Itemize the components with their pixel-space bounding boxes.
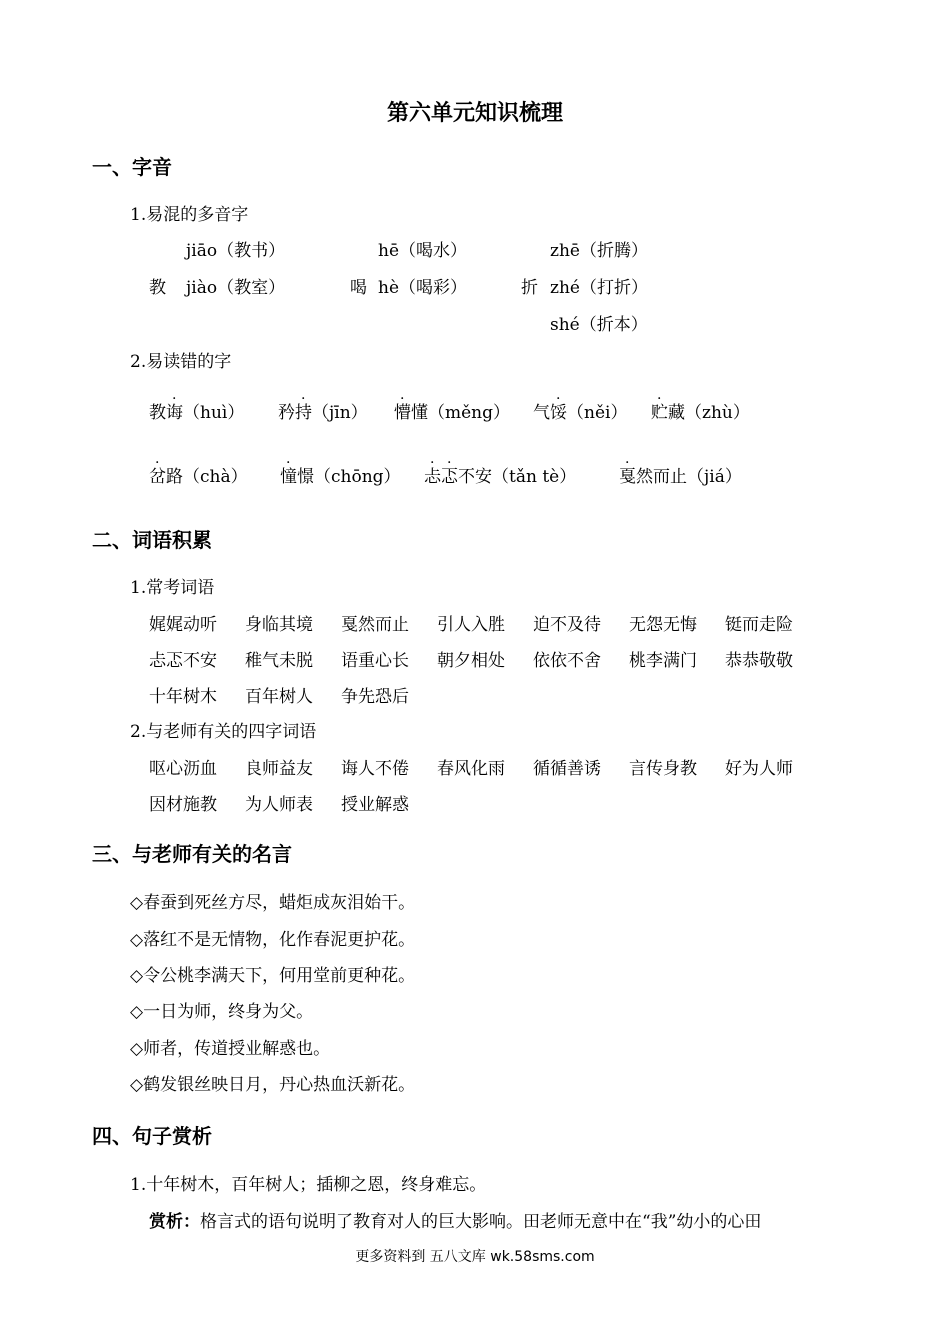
he-char: 喝 <box>350 278 367 298</box>
word-char: 懂 <box>411 403 428 423</box>
section-heading-sentence-analysis: 四、句子赏析 <box>92 1124 212 1148</box>
dotted-char: . 贮 <box>651 387 668 423</box>
word: 稚气未脱 <box>245 651 313 671</box>
word: 百年树人 <box>245 687 313 707</box>
dotted-char: . 忑 <box>441 451 458 487</box>
jiao-reading-2: jiào（教室） <box>186 278 286 298</box>
subheading-polyphonic: 1.易混的多音字 <box>130 205 249 225</box>
zhe-reading-1: zhē（折腾） <box>550 241 648 261</box>
misread-word-5 <box>651 387 750 423</box>
word-char: 路 <box>166 467 183 487</box>
word-row-1 <box>149 610 821 635</box>
misread-word-7 <box>280 451 401 487</box>
word: 戛然而止 <box>341 615 409 635</box>
pinyin: （něi） <box>567 403 628 423</box>
word: 为人师表 <box>245 795 313 815</box>
subheading-teacher-words: 2.与老师有关的四字词语 <box>130 722 317 742</box>
word: 恭恭敬敬 <box>725 651 793 671</box>
quote: ◇鹤发银丝映日月，丹心热血沃新花。 <box>130 1075 416 1095</box>
word-row-4 <box>149 754 821 779</box>
word-char: 矜 <box>278 403 295 423</box>
word-row-3 <box>149 682 437 707</box>
quote: ◇一日为师，终身为父。 <box>130 1002 314 1022</box>
word-char: 憬 <box>297 467 314 487</box>
word: 争先恐后 <box>341 687 409 707</box>
word-char: 藏 <box>668 403 685 423</box>
analysis-paragraph <box>149 1207 761 1232</box>
word: 春风化雨 <box>437 759 505 779</box>
word-row-5 <box>149 790 437 815</box>
quote: ◇落红不是无情物，化作春泥更护花。 <box>130 930 416 950</box>
pinyin: （chà） <box>183 467 248 487</box>
quote: ◇令公桃李满天下，何用堂前更种花。 <box>130 966 416 986</box>
word: 循循善诱 <box>533 759 601 779</box>
section-heading-vocabulary: 二、词语积累 <box>92 528 212 552</box>
misread-word-9 <box>619 451 742 487</box>
word-char: 教 <box>149 403 166 423</box>
word: 语重心长 <box>341 651 409 671</box>
word: 因材施教 <box>149 795 217 815</box>
misread-word-6 <box>149 451 248 487</box>
sentence-item-1: 1.十年树木，百年树人；插柳之恩，终身难忘。 <box>130 1175 487 1195</box>
word: 授业解惑 <box>341 795 409 815</box>
pinyin: （huì） <box>183 403 245 423</box>
misread-word-8 <box>424 451 577 487</box>
word: 桃李满门 <box>629 651 697 671</box>
dotted-char: . 持 <box>295 387 312 423</box>
he-reading-2: hè（喝彩） <box>378 278 468 298</box>
page-title: 第六单元知识梳理 <box>386 101 563 126</box>
dotted-char: . 馁 <box>550 387 567 423</box>
jiao-reading-1: jiāo（教书） <box>186 241 286 261</box>
section-heading-pronunciation: 一、字音 <box>92 155 172 179</box>
word: 朝夕相处 <box>437 651 505 671</box>
subheading-misread: 2.易读错的字 <box>130 352 232 372</box>
dotted-char: . 诲 <box>166 387 183 423</box>
he-reading-1: hē（喝水） <box>378 241 468 261</box>
word: 无怨无悔 <box>629 615 697 635</box>
word-char: 然而止 <box>636 467 687 487</box>
zhe-reading-3: shé（折本） <box>550 315 648 335</box>
dotted-char: . 忐 <box>424 451 441 487</box>
misread-word-1 <box>149 387 245 423</box>
pinyin: （měng） <box>428 403 511 423</box>
word: 呕心沥血 <box>149 759 217 779</box>
word-char: 不安 <box>458 467 492 487</box>
word: 娓娓动听 <box>149 615 217 635</box>
word: 依依不舍 <box>533 651 601 671</box>
word: 十年树木 <box>149 687 217 707</box>
word: 良师益友 <box>245 759 313 779</box>
word: 忐忑不安 <box>149 651 217 671</box>
quote: ◇师者，传道授业解惑也。 <box>130 1039 331 1059</box>
dotted-char: . 憧 <box>280 451 297 487</box>
subheading-common-words: 1.常考词语 <box>130 578 215 598</box>
pinyin: （tǎn tè） <box>492 467 577 487</box>
zhe-char: 折 <box>521 278 538 298</box>
analysis-label: 赏析： <box>149 1212 200 1232</box>
analysis-text: 格言式的语句说明了教育对人的巨大影响。田老师无意中在“我”幼小的心田 <box>200 1212 762 1232</box>
word: 引人入胜 <box>437 615 505 635</box>
misread-word-3 <box>394 387 511 423</box>
dotted-char: . 岔 <box>149 451 166 487</box>
word: 迫不及待 <box>533 615 601 635</box>
pinyin: （jīn） <box>312 403 368 423</box>
pinyin: （jiá） <box>687 467 742 487</box>
jiao-char: 教 <box>149 278 166 298</box>
dotted-char: . 戛 <box>619 451 636 487</box>
footer-watermark: 更多资料到 五八文库 wk.58sms.com <box>355 1249 595 1265</box>
word: 好为人师 <box>725 759 793 779</box>
dotted-char: . 懵 <box>394 387 411 423</box>
word: 言传身教 <box>629 759 697 779</box>
section-heading-quotes: 三、与老师有关的名言 <box>92 842 292 866</box>
misread-word-4 <box>533 387 628 423</box>
word-char: 气 <box>533 403 550 423</box>
word: 身临其境 <box>245 615 313 635</box>
quote: ◇春蚕到死丝方尽，蜡炬成灰泪始干。 <box>130 893 416 913</box>
pinyin: （zhù） <box>685 403 750 423</box>
word-row-2 <box>149 646 821 671</box>
word: 铤而走险 <box>725 615 793 635</box>
zhe-reading-2: zhé（打折） <box>550 278 648 298</box>
misread-word-2 <box>278 387 368 423</box>
pinyin: （chōng） <box>314 467 401 487</box>
word: 诲人不倦 <box>341 759 409 779</box>
